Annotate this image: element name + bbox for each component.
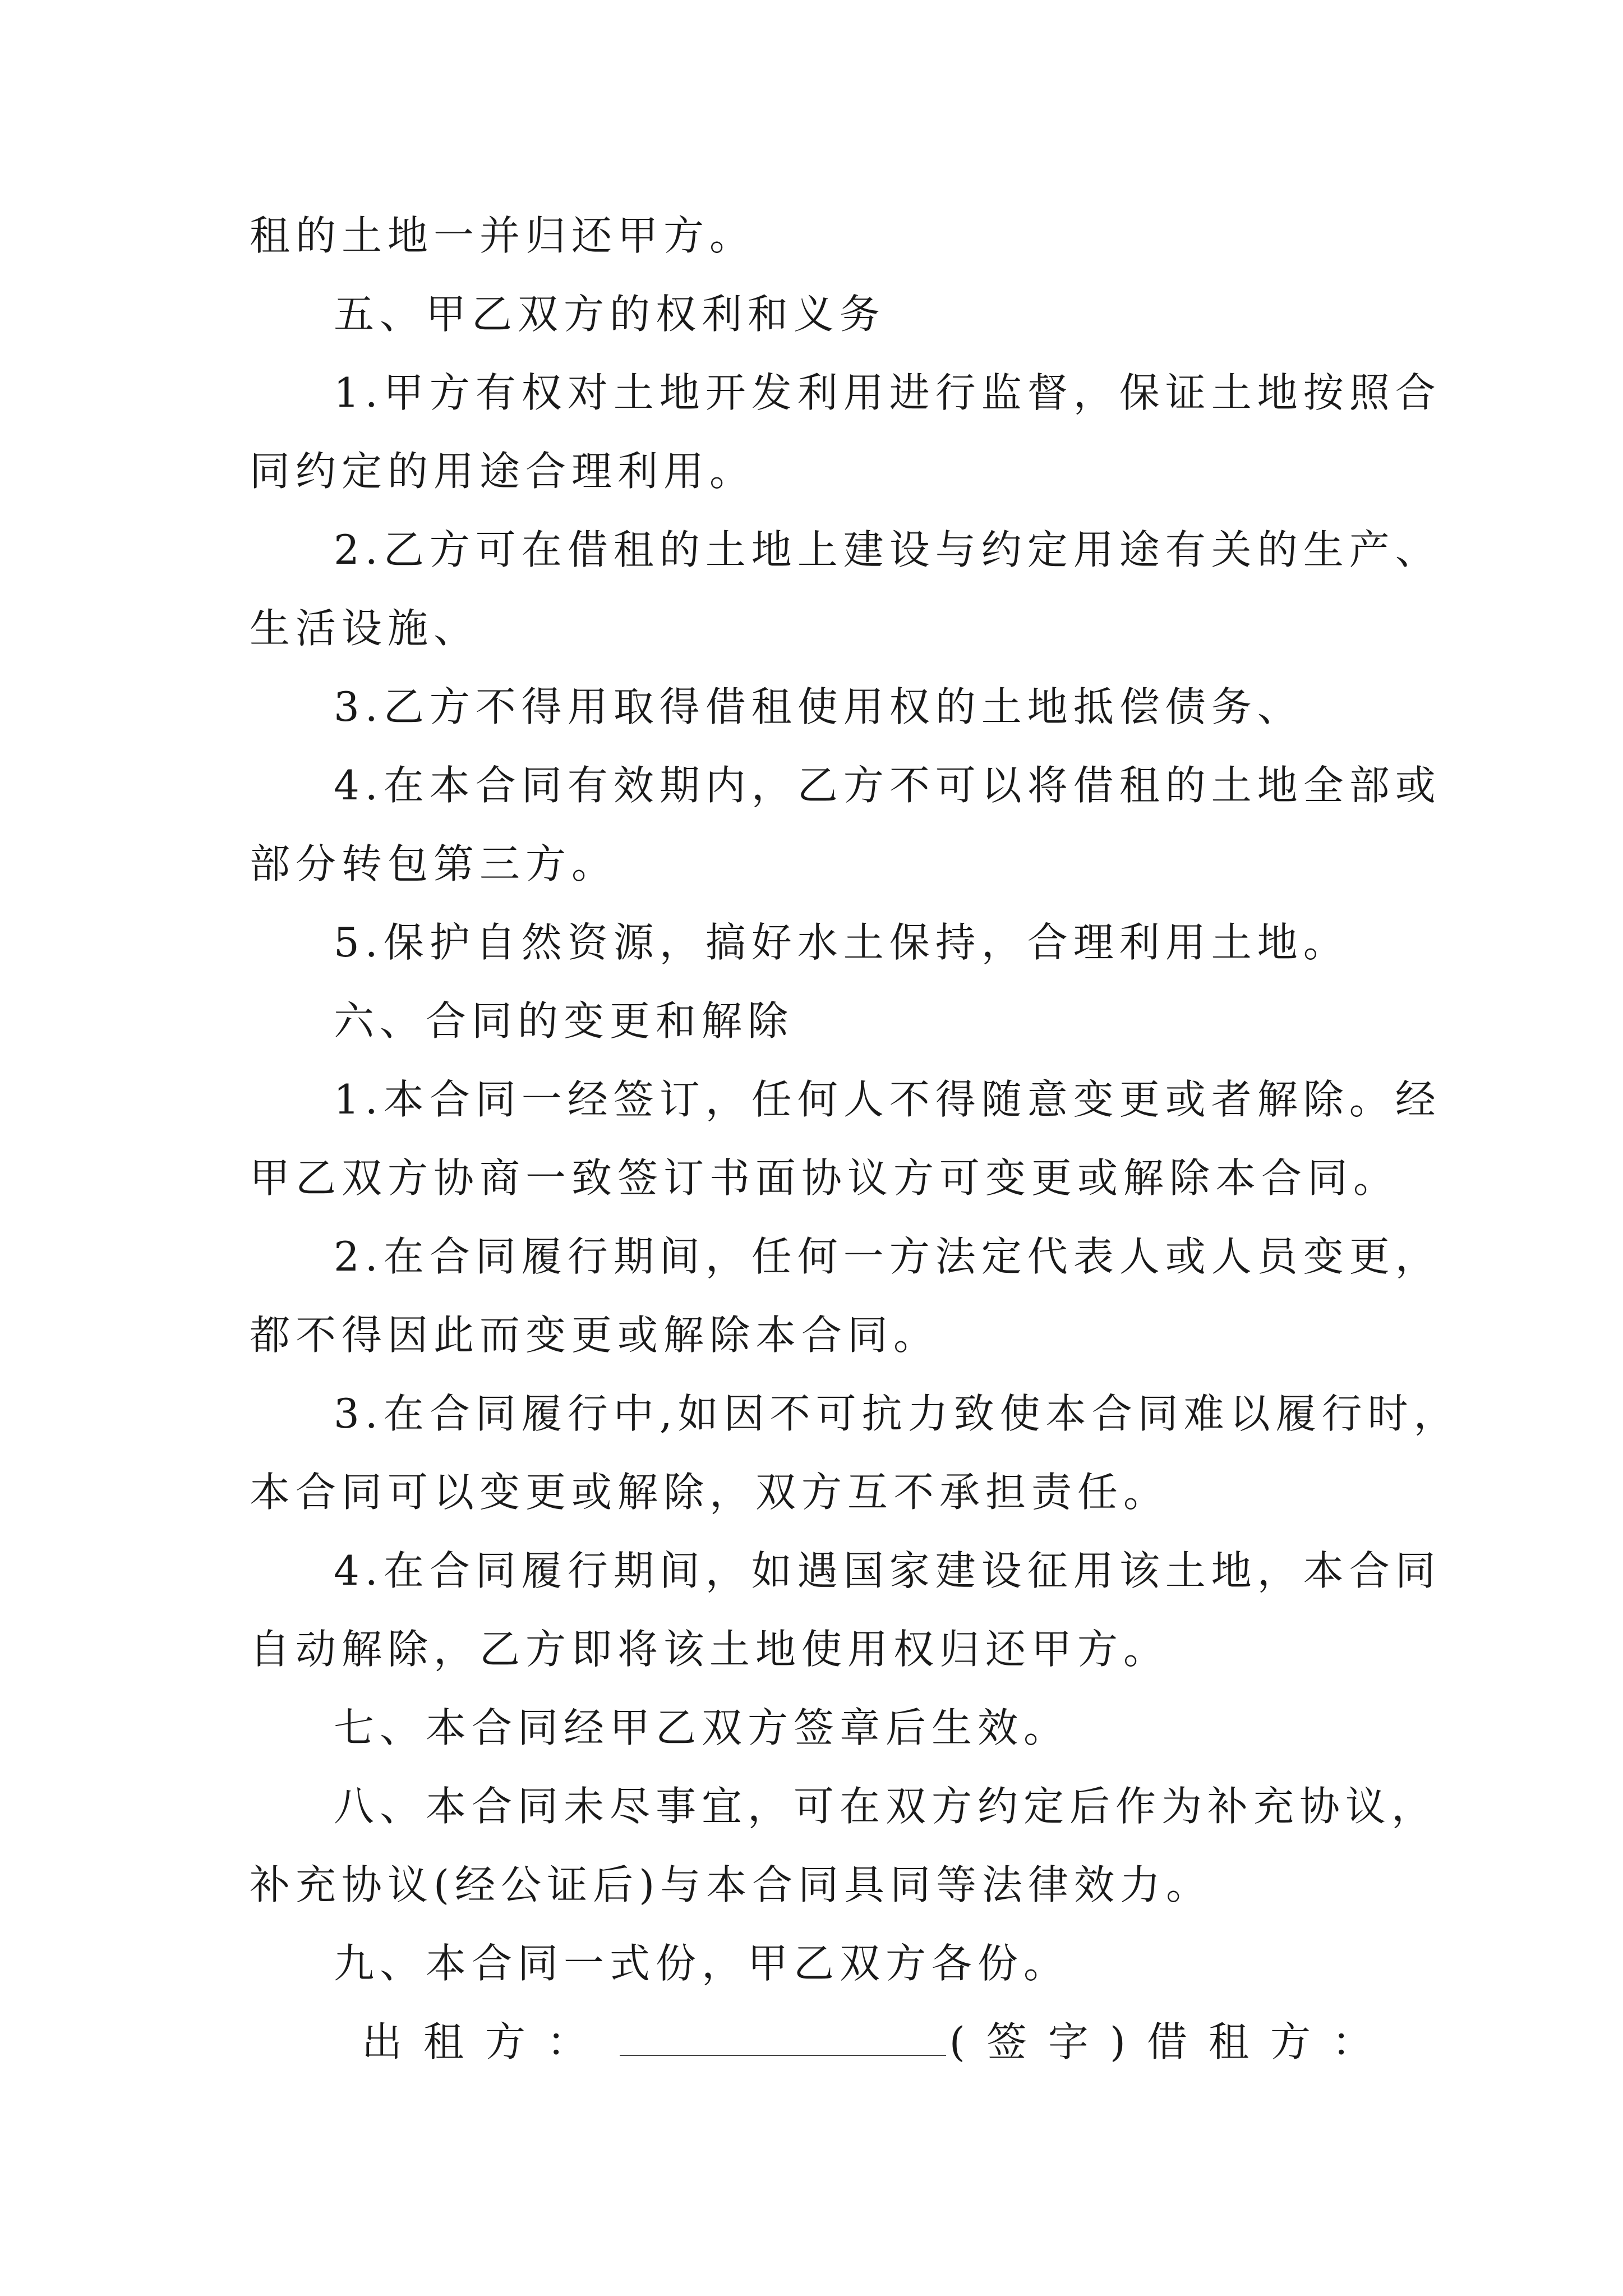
section-heading-effective: 七、本合同经甲乙双方签章后生效。 <box>334 1704 1070 1751</box>
text-line: 2.在合同履行期间，任何一方法定代表人或人员变更， <box>334 1233 1441 1280</box>
text-line: 2.乙方可在借租的土地上建设与约定用途有关的生产、 <box>334 526 1441 573</box>
lessee-label: 借租方： <box>1146 2018 1394 2065</box>
text-line: 4.在本合同有效期内，乙方不可以将借租的土地全部或 <box>334 762 1441 809</box>
text-line: 1.甲方有权对土地开发利用进行监督，保证土地按照合 <box>334 369 1441 416</box>
text-line: 自动解除，乙方即将该土地使用权归还甲方。 <box>250 1626 1170 1673</box>
text-line: 都不得因此而变更或解除本合同。 <box>250 1312 940 1359</box>
text-line: 生活设施、 <box>250 605 480 652</box>
section-heading-copies: 九、本合同一式份，甲乙双方各份。 <box>334 1940 1070 1987</box>
text-line: 租的土地一并归还甲方。 <box>250 212 756 259</box>
section-heading-supplement: 八、本合同未尽事宜，可在双方约定后作为补充协议， <box>334 1783 1438 1830</box>
text-line: 甲乙双方协商一致签订书面协议方可变更或解除本合同。 <box>250 1154 1400 1202</box>
text-line: 4.在合同履行期间，如遇国家建设征用该土地，本合同 <box>334 1547 1441 1594</box>
lessor-label: 出租方： <box>362 2018 609 2065</box>
document-body <box>250 208 1460 2070</box>
text-line: 同约定的用途合理利用。 <box>250 448 756 495</box>
text-line: 部分转包第三方。 <box>250 840 618 887</box>
text-line: 3.在合同履行中,如因不可抗力致使本合同难以履行时， <box>334 1390 1460 1437</box>
lessor-signature-blank[interactable] <box>620 2016 946 2056</box>
text-line: 3.乙方不得用取得借租使用权的土地抵偿债务、 <box>334 683 1303 730</box>
text-line: 本合同可以变更或解除，双方互不承担责任。 <box>250 1469 1170 1516</box>
section-heading-change: 六、合同的变更和解除 <box>334 997 794 1045</box>
section-heading-rights: 五、甲乙双方的权利和义务 <box>334 291 886 338</box>
text-line: 补充协议(经公证后)与本合同具同等法律效力。 <box>250 1861 1212 1908</box>
signature-row <box>250 2014 1394 2070</box>
text-line: 1.本合同一经签订，任何人不得随意变更或者解除。经 <box>334 1076 1441 1123</box>
sign-note: (签字) <box>949 2018 1147 2065</box>
text-line: 5.保护自然资源，搞好水土保持，合理利用土地。 <box>334 919 1349 966</box>
